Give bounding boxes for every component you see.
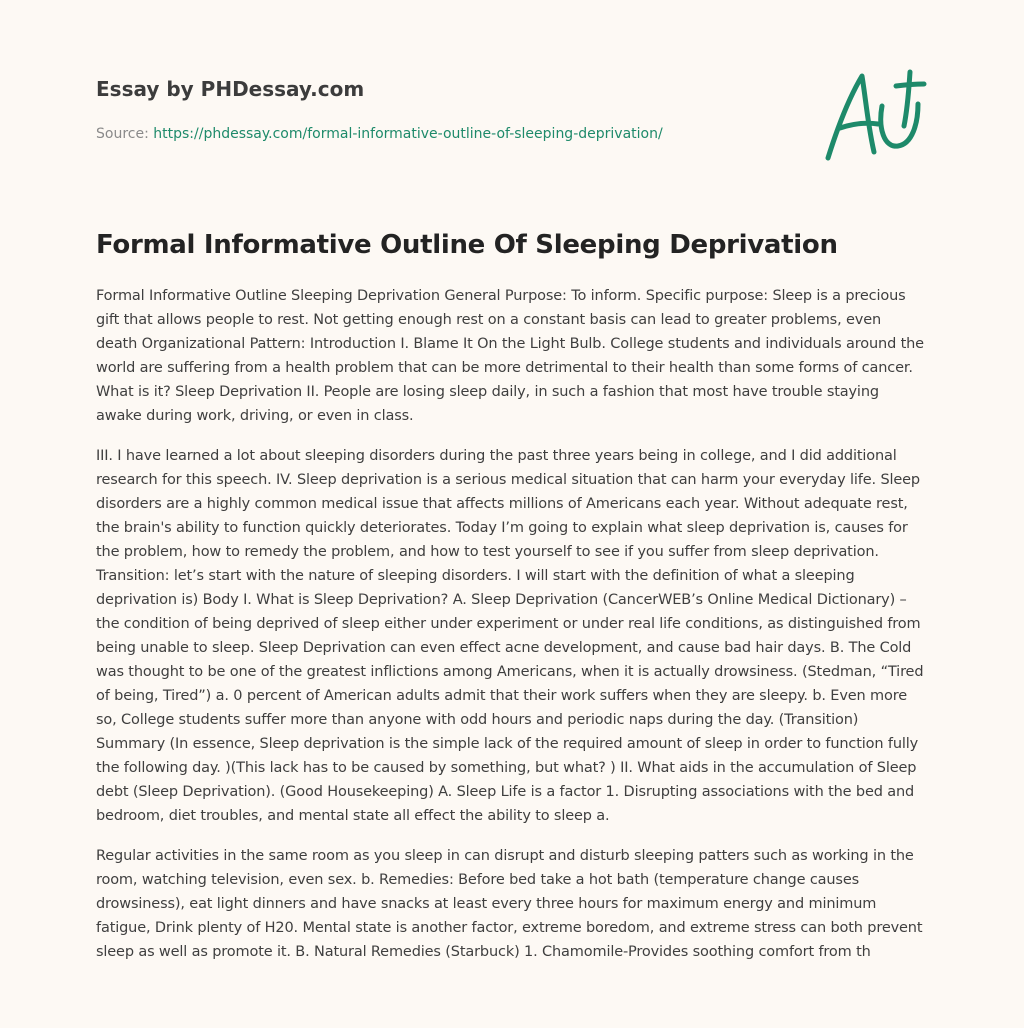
site-title: Essay by PHDessay.com: [96, 77, 365, 101]
a-plus-logo-icon: [818, 66, 930, 164]
source-link[interactable]: https://phdessay.com/formal-informative-outline-of-sleeping-deprivation/: [153, 126, 663, 142]
source-label: Source:: [96, 126, 149, 142]
paragraph: Regular activities in the same room as you sleep in can disrupt and disturb sleeping patters such as working in the room, watching television, even sex. b. Remedies: Before bed take a hot bath (temperature change causes drowsiness), eat light dinners and have snacks at least every three hours for maximum energy and minimum fatigue, Drink plenty of H20. Mental state is another factor, extreme boredom, and extreme stress can both prevent sleep as well as promote it. B. Natural Remedies (Starbuck) 1. Chamomile-Provides soothing comfort from th: [96, 848, 923, 960]
source-line: [96, 124, 796, 144]
document-body: [96, 284, 926, 980]
paragraph: III. I have learned a lot about sleeping disorders during the past three years being in college, and I did additional research for this speech. IV. Sleep deprivation is a serious medical situation that can harm your everyday life. Sleep disorders are a highly common medical issue that affects millions of Americans each year. Without adequate rest, the brain's ability to function quickly deteriorates. Today I’m going to explain what sleep deprivation is, causes for the problem, how to remedy the problem, and how to test yourself to see if you suffer from sleep deprivation. Transition: let’s start with the nature of sleeping disorders. I will start with the definition of what a sleeping deprivation is) Body I. What is Sleep Deprivation? A. Sleep Deprivation (CancerWEB’s Online Medical Dictionary) – the condition of being deprived of sleep either under experiment or under real life conditions, as distinguished from being unable to sleep. Sleep Deprivation can even effect acne development, and cause bad hair days. B. The Cold was thought to be one of the greatest inflictions among Americans, when it is actually drowsiness. (Stedman, “Tired of being, Tired”) a. 0 percent of American adults admit that their work suffers when they are sleepy. b. Even more so, College students suffer more than anyone with odd hours and periodic naps during the day. (Transition) Summary (In essence, Sleep deprivation is the simple lack of the required amount of sleep in order to function fully the following day. )(This lack has to be caused by something, but what? ) II. What aids in the accumulation of Sleep debt (Sleep Deprivation). (Good Housekeeping) A. Sleep Life is a factor 1. Disrupting associations with the bed and bedroom, diet troubles, and mental state all effect the ability to sleep a.: [96, 448, 924, 824]
paragraph: Formal Informative Outline Sleeping Deprivation General Purpose: To inform. Specific purpose: Sleep is a precious gift that allows people to rest. Not getting enough rest on a constant basis can lead to greater problems, even death Organizational Pattern: Introduction I. Blame It On the Light Bulb. College students and individuals around the world are suffering from a health problem that can be more detrimental to their health than some forms of cancer. What is it? Sleep Deprivation II. People are losing sleep daily, in such a fashion that most have trouble staying awake during work, driving, or even in class.: [96, 288, 924, 424]
essay-header: [96, 74, 796, 144]
document-title: Formal Informative Outline Of Sleeping Deprivation: [96, 230, 838, 260]
